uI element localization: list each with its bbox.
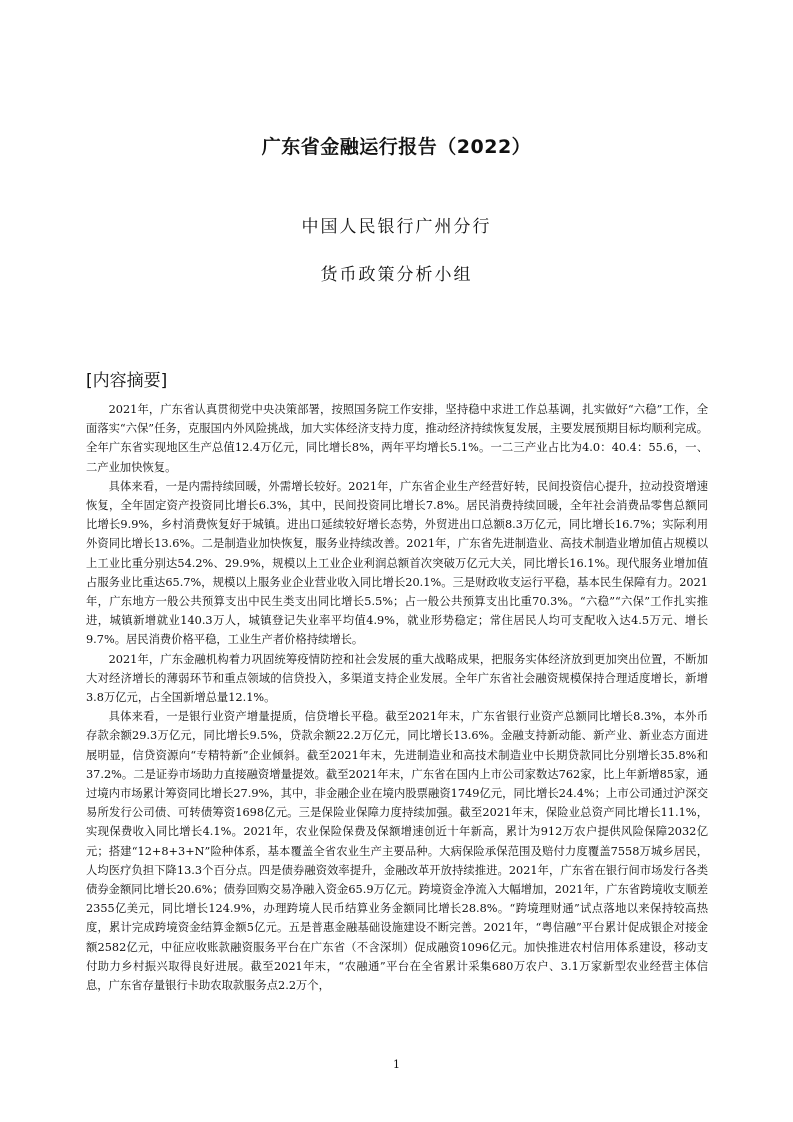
paragraph-finance-details: 具体来看，一是银行业资产增量提质，信贷增长平稳。截至2021年末，广东省银行业资产总额同比增长8.3%，本外币存款余额29.3万亿元，同比增长9.5%，贷款余额22.2万亿元，同比增长13.6%。金融支持新动能、新产业、新业态方面进展明显，信贷资源向“专精特新”企业倾斜。截至2021年末，先进制造业和高技术制造业中长期贷款同比分别增长35.8%和37.2%。二是证券市场助力直接融资增量提效。截至2021年末，广东省在国内上市公司家数达762家，比上年新增85家，通过境内市场累计筹资同比增长27.9%，其中，非金融企业在境内股票融资1749亿元，同比增长24.4%；上市公司通过沪深交易所发行公司债、可转债筹资1698亿元。三是保险业保障力度持续加强。截至2021年末，保险业总资产同比增长11.1%，实现保费收入同比增长4.1%。2021年，农业保险保费及保额增速创近十年新高，累计为912万农户提供风险保障2032亿元；搭建“12+8+3+N”险种体系，基本覆盖全省农业生产主要品种。大病保险承保范围及赔付力度覆盖7558万城乡居民，人均医疗负担下降13.3个百分点。四是债券融资效率提升，金融改革开放持续推进。2021年，广东省在银行间市场发行各类债券金额同比增长20.6%；债券回购交易净融入资金65.9万亿元。跨境资金净流入大幅增加，2021年，广东省跨境收支顺差2355亿美元，同比增长124.9%，办理跨境人民币结算业务金额同比增长28.8%。“跨境理财通”试点落地以来保持较高热度，累计完成跨境资金结算金额5亿元。五是普惠金融基础设施建设不断完善。2021年，“粤信融”平台累计促成银企对接金额2582亿元，中征应收账款融资服务平台在广东省（不含深圳）促成融资1096亿元。加快推进农村信用体系建设，移动支付助力乡村振兴取得良好进展。截至2021年末，“农融通”平台在全省累计采集680万农户、3.1万家新型农业经营主体信息，广东省存量银行卡助农取款服务点2.2万个， (86, 710, 708, 993)
paragraph-economy-details: 具体来看，一是内需持续回暖，外需增长较好。2021年，广东省企业生产经营好转，民间投资信心提升，拉动投资增速恢复，全年固定资产投资同比增长6.3%，其中，民间投资同比增长7.8%。居民消费持续回暖，全年社会消费品零售总额同比增长9.9%，乡村消费恢复好于城镇。进出口延续较好增长态势，外贸进出口总额8.3万亿元，同比增长16.7%；实际利用外资同比增长13.6%。二是制造业加快恢复，服务业持续改善。2021年，广东省先进制造业、高技术制造业增加值占规模以上工业比重分别达54.2%、29.9%，规模以上工业企业利润总额首次突破万亿元大关，同比增长16.1%。现代服务业增加值占服务业比重达65.7%，规模以上服务业企业营业收入同比增长20.1%。三是财政收支运行平稳，基本民生保障有力。2021年，广东地方一般公共预算支出中民生类支出同比增长5.5%；占一般公共预算支出比重70.3%。“六稳”“六保”工作扎实推进，城镇新增就业140.3万人，城镇登记失业率平均值4.9%，就业形势稳定；常住居民人均可支配收入达4.5万元、增长9.7%。居民消费价格平稳，工业生产者价格持续增长。 (86, 479, 708, 647)
paragraph-overview: 2021年，广东省认真贯彻党中央决策部署，按照国务院工作安排，坚持稳中求进工作总基调，扎实做好“六稳”工作，全面落实“六保”任务，克服国内外风险挑战，加大实体经济支持力度，推动经济持续恢复发展，主要发展预期目标均顺利完成。全年广东省实现地区生产总值12.4万亿元，同比增长8%，两年平均增长5.1%。一二三产业占比为4.0：40.4：55.6，一、二产业加快恢复。 (86, 403, 708, 474)
paragraph-finance-overview: 2021年，广东金融机构着力巩固统筹疫情防控和社会发展的重大战略成果，把服务实体经济放到更加突出位置，不断加大对经济增长的薄弱环节和重点领域的信贷投入，多渠道支持企业发展。全年广东省社会融资规模保持合理适度增长，新增3.8万亿元，占全国新增总量12.1%。 (86, 652, 708, 705)
section-heading-summary: [内容摘要] (86, 371, 168, 391)
report-title: 广东省金融运行报告（2022） (261, 136, 532, 158)
issuing-organization: 中国人民银行广州分行 (301, 217, 492, 237)
author-group: 货币政策分析小组 (320, 265, 473, 285)
summary-body (86, 400, 708, 995)
page-number: 1 (393, 1058, 400, 1071)
